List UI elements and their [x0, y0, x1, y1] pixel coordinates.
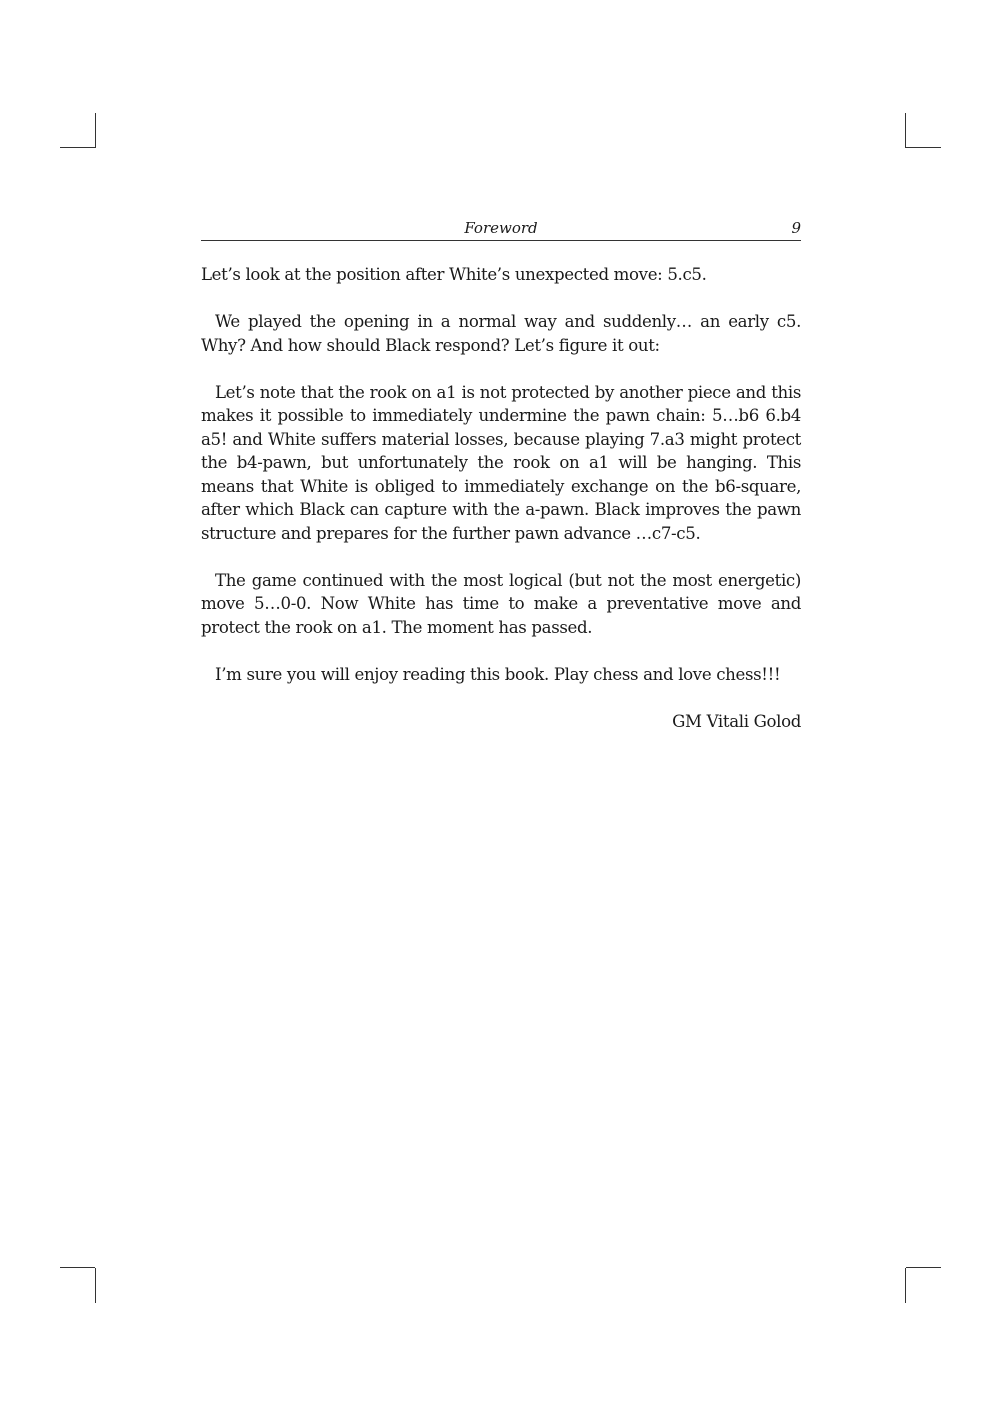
crop-mark-bottom-right-horizontal [906, 1267, 941, 1268]
crop-mark-top-left-horizontal [60, 147, 95, 148]
header-title: Foreword [464, 219, 538, 237]
paragraph: I’m sure you will enjoy reading this book. Play chess and love chess!!! [215, 664, 781, 684]
crop-mark-bottom-left-horizontal [60, 1267, 95, 1268]
page-number: 9 [791, 219, 801, 237]
crop-mark-bottom-left-vertical [95, 1268, 96, 1303]
crop-mark-top-left-vertical [95, 113, 96, 148]
paragraph: Let’s note that the rook on a1 is not protected by another piece and this makes it possible to immediately undermine the pawn chain: 5…b6 6.b4 a5! and White suffers material losses, because playing 7.a3 might protect the b4-pawn, but unfortunately the rook on a1 will be hanging. This means that White is obliged to immediately exchange on the b6-square, after which Black can capture with the a-pawn. Black improves the pawn structure and prepares for the further pawn advance …c7-c5. [201, 382, 801, 543]
paragraph: We played the opening in a normal way and suddenly… an early c5. Why? And how should Black respond? Let’s figure it out: [201, 312, 801, 355]
running-header [201, 216, 801, 241]
crop-mark-bottom-right-vertical [905, 1268, 906, 1303]
body-text [201, 263, 801, 733]
crop-mark-top-right-horizontal [906, 147, 941, 148]
crop-mark-top-right-vertical [905, 113, 906, 148]
paragraph: The game continued with the most logical (but not the most energetic) move 5…0-0. Now White has time to make a preventative move and protect the rook on a1. The moment has passed. [201, 570, 801, 637]
author-signature: GM Vitali Golod [672, 711, 801, 731]
paragraph: Let’s look at the position after White’s unexpected move: 5.c5. [201, 265, 707, 284]
